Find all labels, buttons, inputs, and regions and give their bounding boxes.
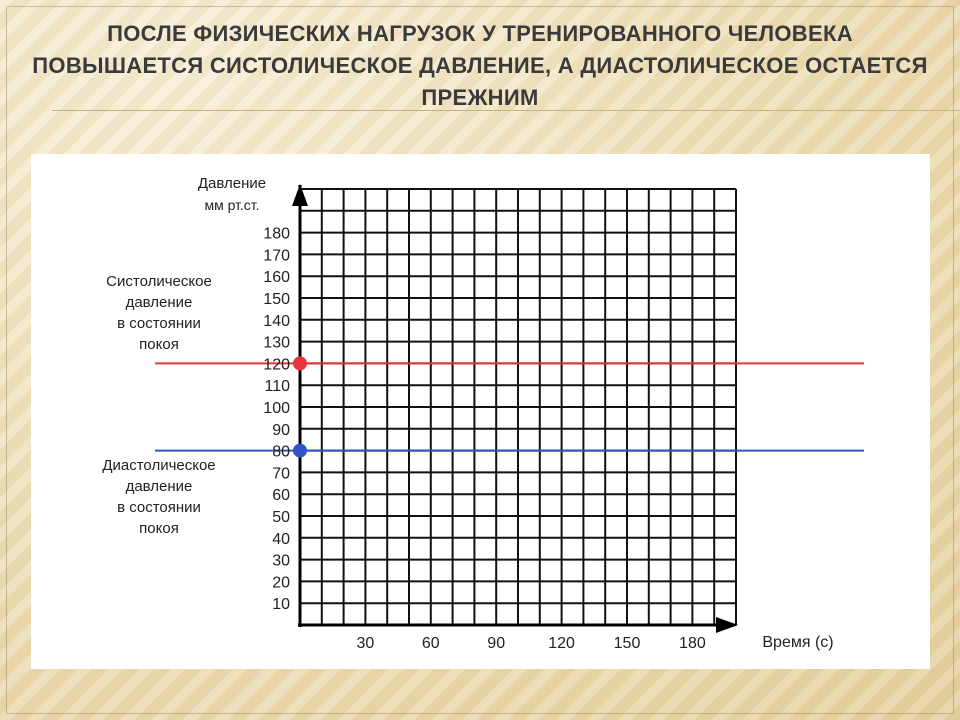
y-tick-label: 180	[263, 225, 290, 243]
chart-grid	[300, 189, 736, 625]
x-axis-arrow	[716, 617, 738, 633]
y-tick-label: 30	[272, 552, 290, 570]
y-tick-label: 150	[263, 291, 290, 308]
y-tick-label: 110	[264, 378, 290, 396]
title-line-3: ПРЕЖНИМ	[421, 85, 539, 110]
series-labels	[102, 273, 215, 537]
series-label-0-line-3: покоя	[139, 336, 179, 353]
x-tick-label: 90	[487, 635, 506, 652]
x-tick-labels	[357, 635, 706, 652]
y-tick-label: 170	[263, 247, 290, 265]
y-axis-arrow	[292, 184, 308, 206]
y-tick-label: 70	[272, 465, 290, 483]
x-axis-label: Время (с)	[762, 634, 834, 651]
title-line-2: ПОВЫШАЕТСЯ СИСТОЛИЧЕСКОЕ ДАВЛЕНИЕ, А ДИАСТОЛИЧЕСКОЕ ОСТАЕТСЯ	[32, 53, 928, 78]
axis-labels	[198, 175, 834, 651]
series-marker-0	[293, 356, 307, 370]
y-tick-label: 90	[272, 421, 290, 439]
y-tick-label: 40	[272, 530, 290, 548]
x-tick-label: 60	[421, 635, 440, 652]
x-tick-label: 180	[679, 635, 706, 652]
y-tick-label: 10	[272, 596, 290, 614]
y-axis-label-line-1: Давление	[197, 175, 267, 192]
series-marker-1	[293, 444, 307, 458]
series-label-0-line-2: в состоянии	[117, 315, 201, 332]
x-tick-label: 120	[548, 635, 575, 652]
y-tick-label: 20	[272, 574, 290, 592]
x-tick-label: 30	[356, 635, 375, 652]
series-label-1-line-1: давление	[125, 478, 193, 495]
title-line-1: ПОСЛЕ ФИЗИЧЕСКИХ НАГРУЗОК У ТРЕНИРОВАННОГО ЧЕЛОВЕКА	[107, 21, 853, 46]
y-axis-label-line-2: мм рт.ст.	[204, 197, 260, 213]
y-tick-label: 50	[272, 509, 290, 526]
series-label-1-line-3: покоя	[139, 520, 179, 537]
series-label-0-line-0: Систолическое	[106, 273, 212, 290]
y-tick-label: 100	[263, 400, 290, 417]
y-tick-labels	[263, 226, 290, 614]
series-label-1-line-0: Диастолическое	[102, 457, 216, 474]
x-tick-label: 150	[613, 635, 641, 652]
y-tick-label: 80	[272, 443, 290, 461]
y-tick-label: 130	[263, 334, 290, 352]
series-label-0-line-1: давление	[125, 294, 193, 311]
y-tick-label: 60	[272, 487, 290, 505]
y-tick-label: 120	[263, 356, 290, 374]
y-tick-label: 160	[263, 269, 290, 287]
series-label-1-line-2: в состоянии	[117, 499, 201, 516]
y-tick-label: 140	[263, 312, 290, 330]
